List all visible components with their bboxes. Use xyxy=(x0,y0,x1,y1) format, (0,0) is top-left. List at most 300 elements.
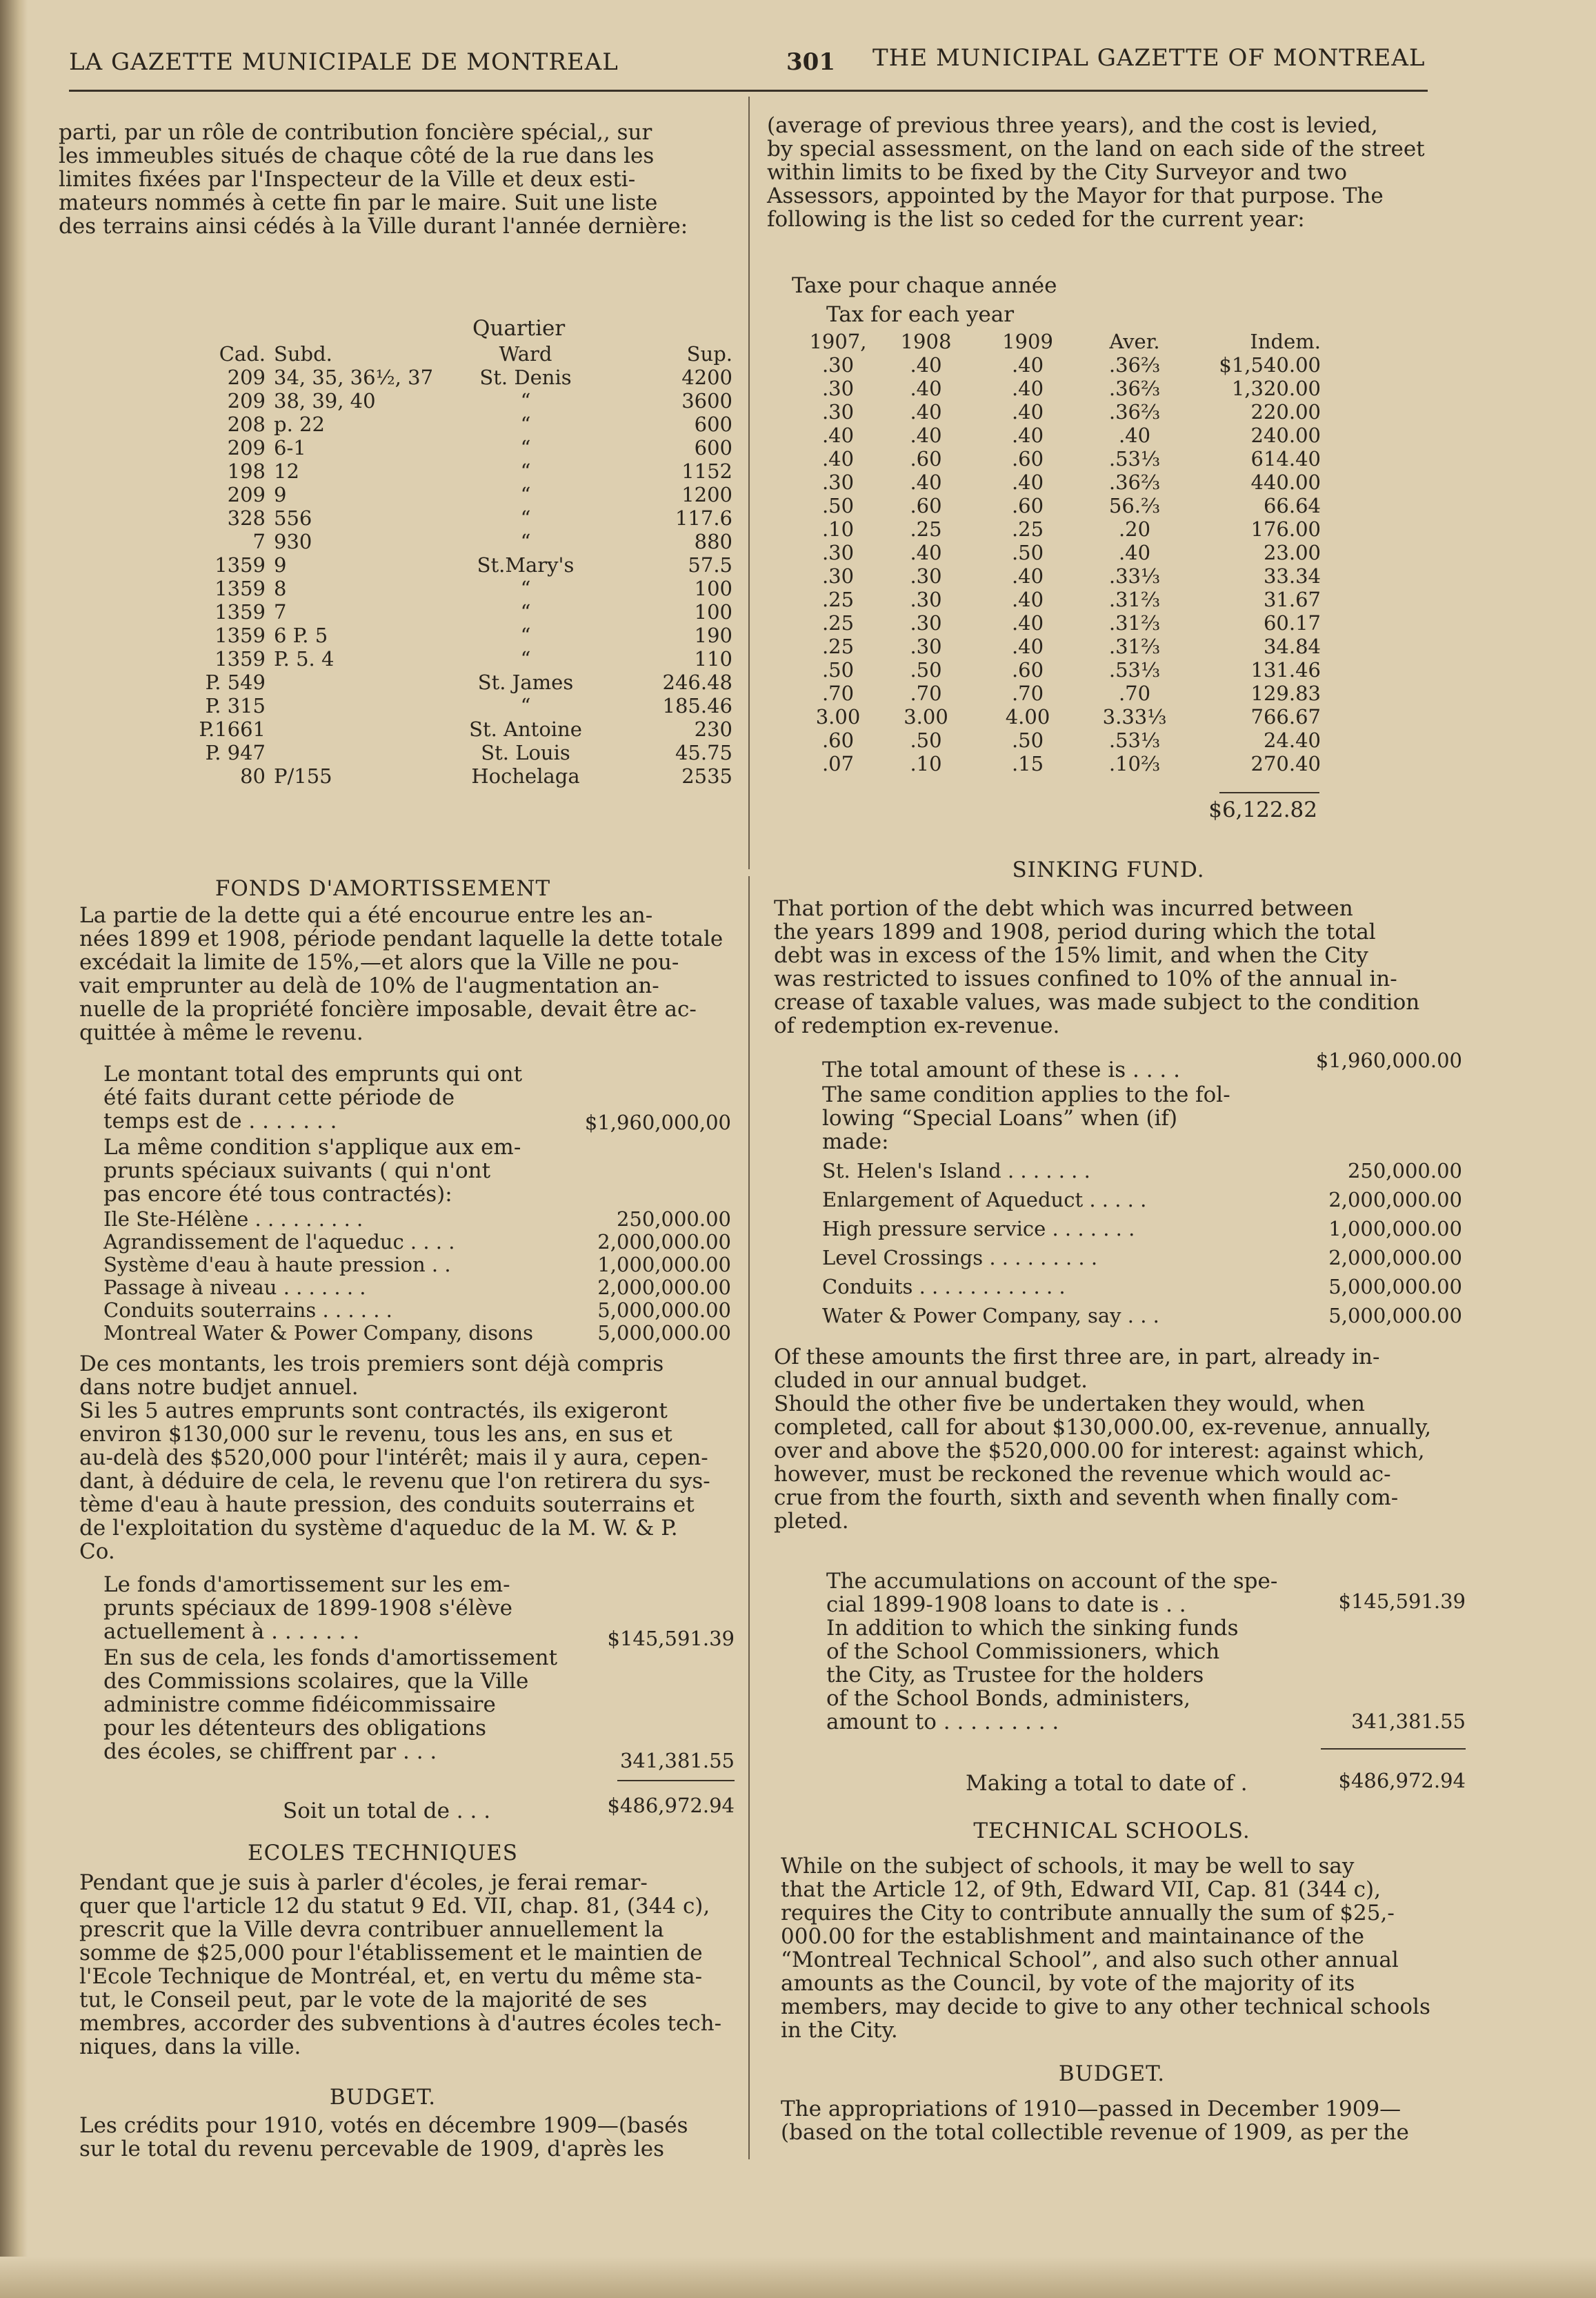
land-table-header-cad: Cad. xyxy=(219,342,266,366)
sup-cell: 4200 xyxy=(681,366,732,389)
land-table-row xyxy=(145,694,732,717)
loan-amount: 250,000.00 xyxy=(1347,1159,1462,1182)
text-line: prunts spéciaux de 1899-1908 s'élève xyxy=(103,1596,513,1621)
tax-cell: 33.34 xyxy=(1263,564,1321,588)
text-line: that the Article 12, of 9th, Edward VII, Cap. 81 (344 c), xyxy=(781,1877,1381,1902)
ward-cell: “ xyxy=(520,459,531,483)
text-line: La partie de la dette qui a été encourue entre les an- xyxy=(79,903,653,928)
tax-cell: .30 xyxy=(821,377,855,400)
cad-cell: 7 xyxy=(252,530,266,553)
tax-total-rule xyxy=(1219,792,1319,793)
tax-cell: .60 xyxy=(910,494,942,517)
tax-cell: .40 xyxy=(1118,424,1151,447)
tax-table-header: 1909 xyxy=(1002,330,1053,353)
tax-table-row xyxy=(800,635,1321,658)
cad-cell: 208 xyxy=(227,413,266,436)
tax-cell: 766.67 xyxy=(1250,705,1321,729)
subd-cell: 7 xyxy=(274,600,287,624)
tax-cell: 1,320.00 xyxy=(1231,377,1321,400)
tax-cell: .53⅓ xyxy=(1108,658,1161,682)
text-line: prescrit que la Ville devra contribuer annuellement la xyxy=(79,1917,664,1942)
tax-table-title-en: Tax for each year xyxy=(826,302,1015,327)
fonds-grand-total-label xyxy=(283,1799,572,1823)
tax-cell: .31⅔ xyxy=(1108,588,1161,611)
loan-amount: 2,000,000.00 xyxy=(597,1230,731,1254)
text-line: 000.00 for the establishment and maintainance of the xyxy=(781,1924,1365,1949)
tax-cell: .50 xyxy=(910,729,942,752)
loan-amount: 5,000,000.00 xyxy=(597,1321,731,1345)
heading-ecoles: ECOLES TECHNIQUES xyxy=(248,1841,518,1865)
loan-label: Ile Ste-Hélène . . . . . . . . . xyxy=(103,1207,363,1231)
tax-cell: .50 xyxy=(821,658,855,682)
tax-cell: .50 xyxy=(1011,729,1044,752)
tax-table-row xyxy=(800,400,1321,424)
land-table xyxy=(145,342,732,788)
sup-cell: 230 xyxy=(694,717,732,741)
loan-label: Agrandissement de l'aqueduc . . . . xyxy=(103,1230,455,1254)
tax-table-row xyxy=(800,705,1321,729)
sup-cell: 3600 xyxy=(681,389,732,413)
tax-cell: .25 xyxy=(821,588,855,611)
text-line: Soit un total de . . . xyxy=(283,1799,491,1823)
ward-cell: “ xyxy=(520,624,531,647)
tax-table-row xyxy=(800,588,1321,611)
land-table-row xyxy=(145,366,732,389)
tax-cell: .36⅔ xyxy=(1108,471,1161,494)
text-line: in the City. xyxy=(781,2018,898,2043)
subd-cell: P/155 xyxy=(274,764,332,788)
sinking-grand-total-label xyxy=(966,1772,1324,1795)
land-table-header-sup: Sup. xyxy=(686,342,732,366)
cad-cell: 80 xyxy=(240,764,266,788)
tax-cell: .60 xyxy=(910,447,942,471)
loan-row xyxy=(103,1276,731,1298)
subd-cell: 556 xyxy=(274,506,312,530)
cad-cell: 198 xyxy=(227,459,266,483)
tax-cell: 66.64 xyxy=(1263,494,1321,517)
subd-cell: 9 xyxy=(274,483,287,506)
loan-row xyxy=(103,1298,731,1321)
loan-amount: 2,000,000.00 xyxy=(597,1276,731,1299)
sinking-para1 xyxy=(774,897,1457,1038)
text-line: administre comme fidéicommissaire xyxy=(103,1692,496,1717)
loan-amount: 5,000,000.00 xyxy=(1328,1275,1462,1298)
tax-cell: .40 xyxy=(1011,588,1044,611)
text-line: amount to . . . . . . . . . xyxy=(826,1710,1059,1734)
text-line: The appropriations of 1910—passed in December 1909— xyxy=(781,2097,1402,2121)
cad-cell: P.1661 xyxy=(199,717,266,741)
sinking-acc1-amount: $145,591.39 xyxy=(1338,1589,1466,1613)
tax-cell: 34.84 xyxy=(1263,635,1321,658)
tax-cell: .60 xyxy=(1011,447,1044,471)
tax-cell: $1,540.00 xyxy=(1219,353,1321,377)
text-line: The accumulations on account of the spe- xyxy=(826,1569,1278,1594)
land-table-row xyxy=(145,741,732,764)
sup-cell: 1200 xyxy=(681,483,732,506)
subd-cell xyxy=(274,671,457,694)
ward-cell: St. James xyxy=(477,671,574,694)
ward-cell: “ xyxy=(520,647,531,671)
tax-cell: .36⅔ xyxy=(1108,353,1161,377)
tax-cell: .15 xyxy=(1011,752,1044,775)
tax-cell: .40 xyxy=(1011,611,1044,635)
cad-cell: 1359 xyxy=(215,553,266,577)
tax-table-row xyxy=(800,658,1321,682)
tax-cell: .10⅔ xyxy=(1108,752,1161,775)
text-line: The same condition applies to the fol- xyxy=(822,1082,1230,1107)
tax-cell: .31⅔ xyxy=(1108,635,1161,658)
tax-table-row xyxy=(800,564,1321,588)
sup-cell: 100 xyxy=(694,600,732,624)
loan-row xyxy=(103,1253,731,1276)
ward-cell: “ xyxy=(520,600,531,624)
text-line: Les crédits pour 1910, votés en décembre 1909—(basés xyxy=(79,2113,688,2138)
text-line: dans notre budjet annuel. xyxy=(79,1375,359,1400)
heading-sinking-fund: SINKING FUND. xyxy=(1012,858,1205,882)
tax-cell: 176.00 xyxy=(1250,517,1321,541)
text-line: pas encore été tous contractés): xyxy=(103,1182,452,1207)
subd-cell: 34, 35, 36½, 37 xyxy=(274,366,434,389)
tax-table-title-fr: Taxe pour chaque année xyxy=(792,273,1057,298)
land-table-header-ward: Ward xyxy=(499,342,552,366)
loan-amount: 2,000,000.00 xyxy=(1328,1188,1462,1211)
cad-cell: 209 xyxy=(227,483,266,506)
loan-row xyxy=(822,1275,1462,1304)
tax-cell: .40 xyxy=(821,424,855,447)
tax-cell: 270.40 xyxy=(1250,752,1321,775)
tax-table-row xyxy=(800,471,1321,494)
text-line: Of these amounts the first three are, in part, already in- xyxy=(774,1345,1380,1369)
text-line: En sus de cela, les fonds d'amortissement xyxy=(103,1645,558,1670)
tax-cell: .70 xyxy=(1011,682,1044,705)
tax-cell: .40 xyxy=(910,400,942,424)
text-line: following is the list so ceded for the current year: xyxy=(767,207,1305,232)
land-table-row xyxy=(145,530,732,553)
page-number: 301 xyxy=(786,48,835,76)
loan-amount: 1,000,000.00 xyxy=(597,1253,731,1276)
cad-cell: 209 xyxy=(227,436,266,459)
ward-cell: St. Antoine xyxy=(469,717,582,741)
running-header xyxy=(69,44,1428,92)
tax-table-row xyxy=(800,541,1321,564)
sup-cell: 1152 xyxy=(681,459,732,483)
loan-label: Enlargement of Aqueduct . . . . . xyxy=(822,1188,1147,1211)
heading-technical-schools: TECHNICAL SCHOOLS. xyxy=(973,1819,1250,1843)
tax-cell: 60.17 xyxy=(1263,611,1321,635)
fonds-para1 xyxy=(79,904,728,1044)
tax-cell: .30 xyxy=(821,400,855,424)
subd-cell xyxy=(274,717,457,741)
tax-cell: 240.00 xyxy=(1250,424,1321,447)
cad-cell: 1359 xyxy=(215,624,266,647)
subd-cell: p. 22 xyxy=(274,413,325,436)
loan-amount: 250,000.00 xyxy=(616,1207,731,1231)
sinking-total-label xyxy=(822,1058,1305,1082)
text-line: Le fonds d'amortissement sur les em- xyxy=(103,1572,510,1597)
text-line: pour les détenteurs des obligations xyxy=(103,1716,487,1741)
land-table-row xyxy=(145,483,732,506)
tax-cell: .40 xyxy=(1011,353,1044,377)
tax-cell: .50 xyxy=(821,494,855,517)
budget-fr-para xyxy=(79,2114,735,2161)
land-table-row xyxy=(145,647,732,671)
loan-row xyxy=(822,1217,1462,1246)
tax-table-header: 1908 xyxy=(900,330,952,353)
tax-cell: .10 xyxy=(821,517,855,541)
cad-cell: P. 549 xyxy=(205,671,266,694)
sup-cell: 190 xyxy=(694,624,732,647)
land-table-row xyxy=(145,764,732,788)
tax-cell: .25 xyxy=(910,517,942,541)
land-table-header-subd: Subd. xyxy=(274,342,332,366)
budget-en-para xyxy=(781,2097,1470,2144)
ward-cell: “ xyxy=(520,694,531,717)
text-line: debt was in excess of the 15% limit, and when the City xyxy=(774,943,1368,968)
tax-cell: .30 xyxy=(910,611,942,635)
loan-label: Water & Power Company, say . . . xyxy=(822,1304,1159,1327)
text-line: The total amount of these is . . . . xyxy=(822,1058,1180,1082)
sinking-acc2-amount: 341,381.55 xyxy=(1350,1710,1466,1733)
text-line: by special assessment, on the land on each side of the street xyxy=(767,137,1425,161)
tax-table-row xyxy=(800,353,1321,377)
text-line: quer que l'article 12 du statut 9 Ed. VII, chap. 81, (344 c), xyxy=(79,1894,710,1919)
tax-cell: 31.67 xyxy=(1263,588,1321,611)
heading-fonds: FONDS D'AMORTISSEMENT xyxy=(215,876,551,901)
subd-cell: 38, 39, 40 xyxy=(274,389,376,413)
text-line: pleted. xyxy=(774,1509,849,1534)
text-line: “Montreal Technical School”, and also such other annual xyxy=(781,1948,1399,1972)
tax-cell: .40 xyxy=(1011,471,1044,494)
cad-cell: P. 947 xyxy=(205,741,266,764)
text-line: l'Ecole Technique de Montréal, et, en vertu du même sta- xyxy=(79,1964,703,1989)
text-line: In addition to which the sinking funds xyxy=(826,1616,1239,1641)
loan-row xyxy=(822,1304,1462,1333)
text-line: environ $130,000 sur le revenu, tous les ans, en sus et xyxy=(79,1422,672,1447)
sup-cell: 110 xyxy=(694,647,732,671)
text-line: over and above the $520,000.00 for interest: against which, xyxy=(774,1438,1425,1463)
text-line: tème d'eau à haute pression, des conduits souterrains et xyxy=(79,1492,695,1517)
ward-cell: “ xyxy=(520,436,531,459)
tax-cell: .31⅔ xyxy=(1108,611,1161,635)
tax-cell: .36⅔ xyxy=(1108,400,1161,424)
tax-cell: .70 xyxy=(910,682,942,705)
sup-cell: 45.75 xyxy=(675,741,732,764)
fonds-grand-total: $486,972.94 xyxy=(607,1794,735,1817)
tax-cell: .50 xyxy=(910,658,942,682)
sinking-cond-text xyxy=(822,1083,1291,1153)
tax-cell: .53⅓ xyxy=(1108,729,1161,752)
text-line: limites fixées par l'Inspecteur de la Ville et deux esti- xyxy=(59,167,636,192)
land-table-row xyxy=(145,436,732,459)
tax-cell: 3.00 xyxy=(815,705,861,729)
text-line: mateurs nommés à cette fin par le maire. Suit une liste xyxy=(59,190,658,215)
fonds-sf2-amount: 341,381.55 xyxy=(619,1749,735,1772)
text-line: crue from the fourth, sixth and seventh when finally com- xyxy=(774,1485,1399,1510)
tax-cell: .25 xyxy=(821,635,855,658)
subd-cell: 9 xyxy=(274,553,287,577)
tax-cell: .20 xyxy=(1118,517,1151,541)
cad-cell: 1359 xyxy=(215,647,266,671)
text-line: des terrains ainsi cédés à la Ville durant l'année dernière: xyxy=(59,214,688,239)
ward-cell: “ xyxy=(520,413,531,436)
tax-table-header: Aver. xyxy=(1109,330,1160,353)
text-line: members, may decide to give to any other technical schools xyxy=(781,1994,1430,2019)
text-line: excédait la limite de 15%,—et alors que la Ville ne pou- xyxy=(79,950,679,975)
text-line: Co. xyxy=(79,1539,115,1564)
loan-row xyxy=(103,1207,731,1230)
cad-cell: 1359 xyxy=(215,577,266,600)
land-table-header-quartier: Quartier xyxy=(472,316,566,341)
text-line: the years 1899 and 1908, period during which the total xyxy=(774,920,1376,944)
loan-label: Conduits . . . . . . . . . . . . xyxy=(822,1275,1066,1298)
loan-label: Level Crossings . . . . . . . . . xyxy=(822,1246,1098,1269)
cad-cell: 209 xyxy=(227,389,266,413)
tax-cell: 220.00 xyxy=(1250,400,1321,424)
sup-cell: 880 xyxy=(694,530,732,553)
ward-cell: “ xyxy=(520,389,531,413)
loan-amount: 1,000,000.00 xyxy=(1328,1217,1462,1240)
text-line: membres, accorder des subventions à d'autres écoles tech- xyxy=(79,2011,722,2036)
cad-cell: 1359 xyxy=(215,600,266,624)
land-table-row xyxy=(145,413,732,436)
land-table-row xyxy=(145,553,732,577)
loan-label: St. Helen's Island . . . . . . . xyxy=(822,1159,1090,1182)
tax-table-row xyxy=(800,517,1321,541)
tax-cell: .40 xyxy=(910,424,942,447)
text-line: (based on the total collectible revenue of 1909, as per the xyxy=(781,2120,1409,2145)
tax-cell: .40 xyxy=(910,353,942,377)
tax-cell: .36⅔ xyxy=(1108,377,1161,400)
tax-table-row xyxy=(800,611,1321,635)
ward-cell: “ xyxy=(520,577,531,600)
tax-cell: .25 xyxy=(1011,517,1044,541)
sup-cell: 2535 xyxy=(681,764,732,788)
subd-cell: 930 xyxy=(274,530,312,553)
text-line: the City, as Trustee for the holders xyxy=(826,1663,1204,1687)
ward-cell: St. Louis xyxy=(481,741,570,764)
text-line: however, must be reckoned the revenue which would ac- xyxy=(774,1462,1391,1487)
tax-cell: 131.46 xyxy=(1250,658,1321,682)
tax-total: $6,122.82 xyxy=(1208,798,1317,822)
tax-cell: .30 xyxy=(821,471,855,494)
tax-cell: 24.40 xyxy=(1263,729,1321,752)
tax-cell: 23.00 xyxy=(1263,541,1321,564)
cad-cell: 328 xyxy=(227,506,266,530)
loan-amount: 2,000,000.00 xyxy=(1328,1246,1462,1269)
text-line: La même condition s'applique aux em- xyxy=(103,1135,521,1160)
tax-table-header: 1907, xyxy=(809,330,867,353)
loan-amount: 5,000,000.00 xyxy=(597,1298,731,1322)
tax-cell: 3.00 xyxy=(904,705,948,729)
loan-label: Conduits souterrains . . . . . . xyxy=(103,1298,392,1322)
text-line: quittée à même le revenu. xyxy=(79,1020,363,1045)
text-line: While on the subject of schools, it may be well to say xyxy=(781,1854,1355,1879)
ward-cell: “ xyxy=(520,483,531,506)
tax-cell: .30 xyxy=(821,541,855,564)
heading-budget-fr: BUDGET. xyxy=(329,2085,437,2110)
tax-cell: .70 xyxy=(1118,682,1151,705)
text-line: of redemption ex-revenue. xyxy=(774,1013,1060,1038)
tax-cell: .40 xyxy=(1011,564,1044,588)
sup-cell: 246.48 xyxy=(662,671,732,694)
tax-table-row xyxy=(800,494,1321,517)
subd-cell: 6-1 xyxy=(274,436,306,459)
text-line: of the School Bonds, administers, xyxy=(826,1686,1190,1711)
ecoles-para xyxy=(79,1871,735,2059)
fonds-cond-text xyxy=(103,1136,572,1206)
subd-cell: 8 xyxy=(274,577,287,600)
cad-cell: P. 315 xyxy=(205,694,266,717)
text-line: été faits durant cette période de xyxy=(103,1085,455,1110)
sup-cell: 100 xyxy=(694,577,732,600)
tax-cell: .40 xyxy=(1011,377,1044,400)
tax-table-row xyxy=(800,377,1321,400)
text-line: crease of taxable values, was made subject to the condition xyxy=(774,990,1420,1015)
sup-cell: 57.5 xyxy=(688,553,732,577)
text-line: les immeubles situés de chaque côté de la rue dans les xyxy=(59,143,655,168)
tax-cell: .53⅓ xyxy=(1108,447,1161,471)
land-table-row xyxy=(145,717,732,741)
loan-row xyxy=(822,1188,1462,1217)
tax-table-row xyxy=(800,682,1321,705)
tax-cell: .07 xyxy=(821,752,855,775)
tax-cell: 56.⅔ xyxy=(1108,494,1161,517)
loan-label: Passage à niveau . . . . . . . xyxy=(103,1276,366,1299)
tax-cell: .25 xyxy=(821,611,855,635)
tax-cell: 440.00 xyxy=(1250,471,1321,494)
subd-cell: P. 5. 4 xyxy=(274,647,335,671)
fonds-sf1-amount: $145,591.39 xyxy=(607,1627,735,1650)
cad-cell: 209 xyxy=(227,366,266,389)
text-line: prunts spéciaux suivants ( qui n'ont xyxy=(103,1158,491,1183)
loan-row xyxy=(103,1230,731,1253)
tax-cell: .40 xyxy=(1011,635,1044,658)
text-line: vait emprunter au delà de 10% de l'augmentation an- xyxy=(79,973,659,998)
sup-cell: 117.6 xyxy=(675,506,732,530)
technical-para xyxy=(781,1854,1470,2042)
ward-cell: St.Mary's xyxy=(477,553,575,577)
text-line: (average of previous three years), and the cost is levied, xyxy=(767,113,1378,138)
column-divider-top xyxy=(748,97,750,869)
ward-cell: Hochelaga xyxy=(471,764,580,788)
ward-cell: St. Denis xyxy=(479,366,572,389)
heading-budget-en: BUDGET. xyxy=(1058,2061,1166,2086)
column-divider-bottom xyxy=(748,876,750,2159)
fonds-total-text xyxy=(103,1062,572,1133)
tax-cell: .40 xyxy=(1011,400,1044,424)
tax-cell: 4.00 xyxy=(1005,705,1050,729)
text-line: des écoles, se chiffrent par . . . xyxy=(103,1739,437,1764)
text-line: De ces montants, les trois premiers sont déjà compris xyxy=(79,1351,664,1376)
loan-label: Montreal Water & Power Company, disons xyxy=(103,1321,534,1345)
subd-cell: 12 xyxy=(274,459,299,483)
text-line: Should the other five be undertaken they would, when xyxy=(774,1391,1366,1416)
sup-cell: 600 xyxy=(694,413,732,436)
tax-cell: .30 xyxy=(910,588,942,611)
tax-cell: .30 xyxy=(821,564,855,588)
tax-cell: .40 xyxy=(910,541,942,564)
loan-row xyxy=(822,1159,1462,1188)
text-line: requires the City to contribute annually the sum of $25,- xyxy=(781,1901,1395,1925)
tax-cell: .60 xyxy=(821,729,855,752)
loan-amount: 5,000,000.00 xyxy=(1328,1304,1462,1327)
tax-cell: .50 xyxy=(1011,541,1044,564)
sinking-total-rule xyxy=(1321,1748,1466,1750)
header-title-en: THE MUNICIPAL GAZETTE OF MONTREAL xyxy=(872,44,1426,72)
page-bottom-shadow xyxy=(0,2257,1596,2298)
text-line: actuellement à . . . . . . . xyxy=(103,1619,360,1644)
tax-cell: 614.40 xyxy=(1250,447,1321,471)
